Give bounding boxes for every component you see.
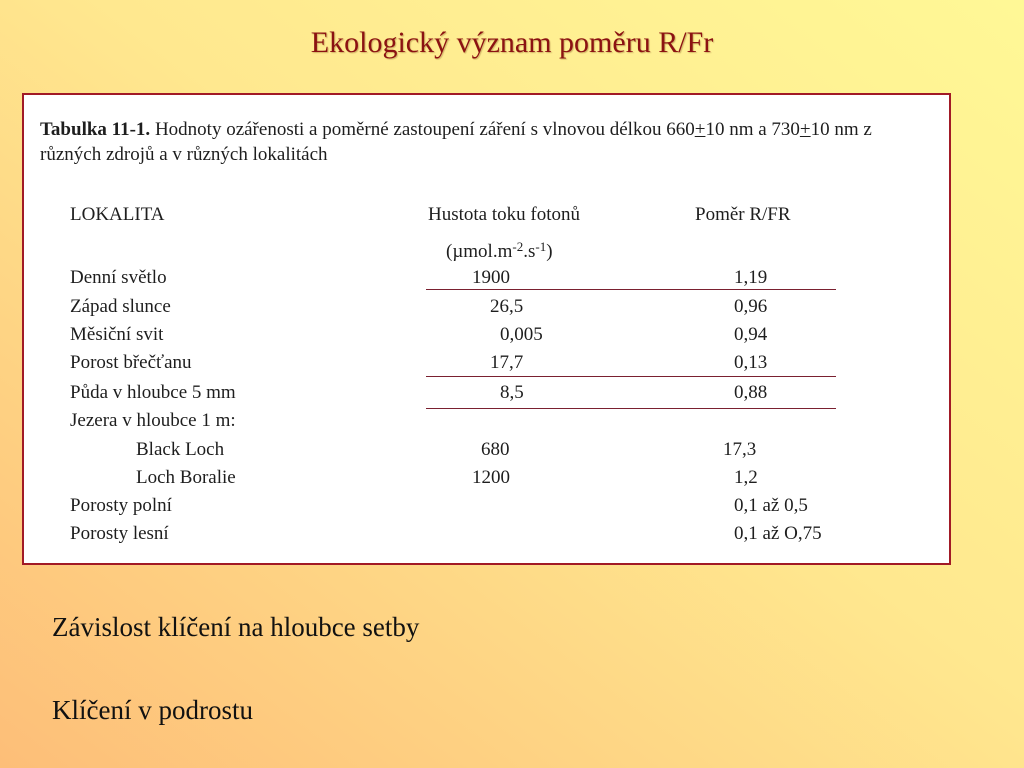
row-location: Porosty polní [70,495,172,516]
row-flux: 1900 [472,267,510,288]
row-location: Západ slunce [70,296,171,317]
row-location: Jezera v hloubce 1 m: [70,410,236,431]
row-ratio: 0,88 [734,382,768,403]
row-ratio: 1,19 [734,267,768,288]
row-location: Black Loch [136,439,225,460]
row-flux: 26,5 [490,296,524,317]
table-panel [22,93,951,565]
footer-line-understory-germination: Klíčení v podrostu [52,695,253,725]
row-ratio: 0,94 [734,324,768,345]
caption-text-3: 10 nm z různých zdrojů a v různých lokalitách [40,119,872,165]
caption-plus-minus-1: + [694,119,706,140]
footer-line-germination-depth: Závislost klíčení na hloubce setby [52,612,420,642]
row-separator [426,289,836,290]
row-flux: 1200 [472,467,510,488]
header-flux: Hustota toku fotonů [428,204,580,225]
row-location: Denní světlo [70,267,167,288]
row-ratio: 17,3 [723,439,757,460]
row-separator [426,408,836,409]
header-ratio: Poměr R/FR [695,204,791,225]
table-caption [40,117,930,167]
row-flux: 8,5 [500,382,524,403]
row-location: Půda v hloubce 5 mm [70,382,236,403]
caption-text-2: 10 nm a 730 [705,119,800,140]
row-ratio: 0,13 [734,352,768,373]
caption-label: Tabulka 11-1. [40,119,151,140]
row-location: Porosty lesní [70,523,169,544]
header-location: LOKALITA [70,204,165,225]
slide-title: Ekologický význam poměru R/Fr [310,26,714,59]
header-flux-unit: $(\mu mol.m^{-2}.s^{-1})$ [446,239,553,262]
row-location: Loch Boralie [136,467,236,488]
caption-text-1: Hodnoty ozářenosti a poměrné zastoupení záření s vlnovou délkou 660 [150,119,695,140]
row-location: Měsiční svit [70,324,164,345]
row-flux: 0,005 [500,324,543,345]
caption-plus-minus-2: + [799,119,811,140]
row-location: Porost břečťanu [70,352,192,373]
row-ratio: 1,2 [734,467,758,488]
row-flux: 680 [481,439,510,460]
row-separator [426,376,836,377]
row-ratio: 0,96 [734,296,768,317]
row-ratio: 0,1 až 0,5 [734,495,808,516]
row-flux: 17,7 [490,352,524,373]
row-ratio: 0,1 až O,75 [734,523,822,544]
